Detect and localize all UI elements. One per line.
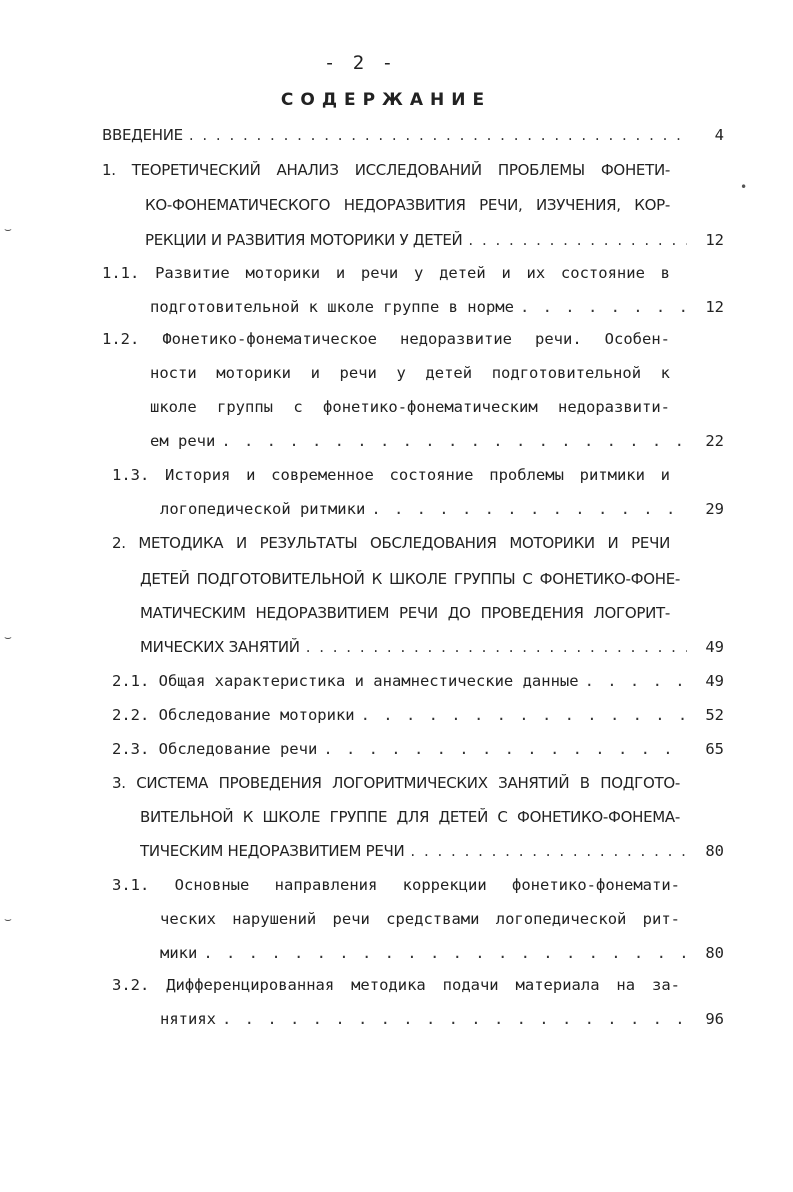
toc-line: нятиях . . . [160,1004,687,1034]
toc-line: 1.2. Фонетико-фонематическое недоразвитие речи. Особен- [102,330,670,348]
toc-page-number: 80 [705,944,724,962]
toc-line: 3. СИСТЕМА ПРОВЕДЕНИЯ ЛОГОРИТМИЧЕСКИХ ЗАНЯТИЙ В ПОДГОТО- [112,774,680,792]
toc-page-number: 4 [714,126,724,144]
toc-page-number: 12 [705,298,724,316]
toc-line: школе группы с фонетико-фонематическим недоразвити- [150,398,670,416]
toc-page-number: 29 [705,500,724,518]
toc-page-number: 96 [705,1010,724,1028]
toc-line: 3.1. Основные направления коррекции фонетико-фонемати- [112,876,680,894]
dot-leader [410,836,687,866]
dot-leader [585,666,687,696]
toc-line: ческих нарушений речи средствами логопедической рит- [160,910,680,928]
toc-line: ТИЧЕСКИМ НЕДОРАЗВИТИЕМ РЕЧИ . . . [140,836,687,866]
dot-leader [520,292,687,322]
toc-line: 1.1. Развитие моторики и речи у детей и их состояние в [102,264,670,282]
toc-line: КО-ФОНЕМАТИЧЕСКОГО НЕДОРАЗВИТИЯ РЕЧИ, ИЗУЧЕНИЯ, КОР- [145,196,670,214]
toc-line: ности моторики и речи у детей подготовительной к [150,364,670,382]
toc-line: подготовительной к школе группе в норме . . . [150,292,687,322]
dot-leader [222,1004,687,1034]
dot-leader [203,938,687,968]
toc-line: ем речи . . . [150,426,687,456]
scan-mark: ⌣ [4,630,12,644]
toc-line: МАТИЧЕСКИМ НЕДОРАЗВИТИЕМ РЕЧИ ДО ПРОВЕДЕНИЯ ЛОГОРИТ- [140,604,670,622]
page-number: - 2 - [323,52,397,74]
dot-leader [323,734,687,764]
toc-line: ДЕТЕЙ ПОДГОТОВИТЕЛЬНОЙ К ШКОЛЕ ГРУППЫ С ФОНЕТИКО-ФОНЕ- [140,570,680,588]
toc-line: 1. ТЕОРЕТИЧЕСКИЙ АНАЛИЗ ИССЛЕДОВАНИЙ ПРОБЛЕМЫ ФОНЕТИ- [102,161,670,179]
dot-leader [221,426,687,456]
toc-page-number: 80 [705,842,724,860]
scan-mark: ⌣ [4,912,12,926]
toc-line: 2.2. Обследование моторики . . . [112,700,687,730]
toc-page-number: 49 [705,672,724,690]
dot-leader [189,120,687,150]
toc-line: 2.1. Общая характеристика и анамнестические данные . . . [112,666,687,696]
toc-line: мики . . . [160,938,687,968]
toc-line: 2. МЕТОДИКА И РЕЗУЛЬТАТЫ ОБСЛЕДОВАНИЯ МОТОРИКИ И РЕЧИ [112,534,670,552]
toc-page-number: 12 [705,231,724,249]
toc-line: ВВЕДЕНИЕ . . . [102,120,687,150]
toc-page-number: 49 [705,638,724,656]
toc-page-number: 52 [705,706,724,724]
toc-line: 3.2. Дифференцированная методика подачи материала на за- [112,976,680,994]
page-title: СОДЕРЖАНИЕ [280,90,492,110]
scan-mark: • [740,180,748,194]
dot-leader [371,494,687,524]
dot-leader [306,632,687,662]
toc-line: логопедической ритмики . . . [160,494,687,524]
toc-line: 2.3. Обследование речи . . . [112,734,687,764]
dot-leader [468,225,687,255]
toc-page-number: 22 [705,432,724,450]
toc-page-number: 65 [705,740,724,758]
dot-leader [361,700,687,730]
toc-line: МИЧЕСКИХ ЗАНЯТИЙ . . . [140,632,687,662]
scan-mark: ⌣ [4,222,12,236]
toc-line: 1.3. История и современное состояние проблемы ритмики и [112,466,670,484]
toc-line: ВИТЕЛЬНОЙ К ШКОЛЕ ГРУППЕ ДЛЯ ДЕТЕЙ С ФОНЕТИКО-ФОНЕМА- [140,808,680,826]
toc-line: РЕКЦИИ И РАЗВИТИЯ МОТОРИКИ У ДЕТЕЙ . . . [145,225,687,255]
